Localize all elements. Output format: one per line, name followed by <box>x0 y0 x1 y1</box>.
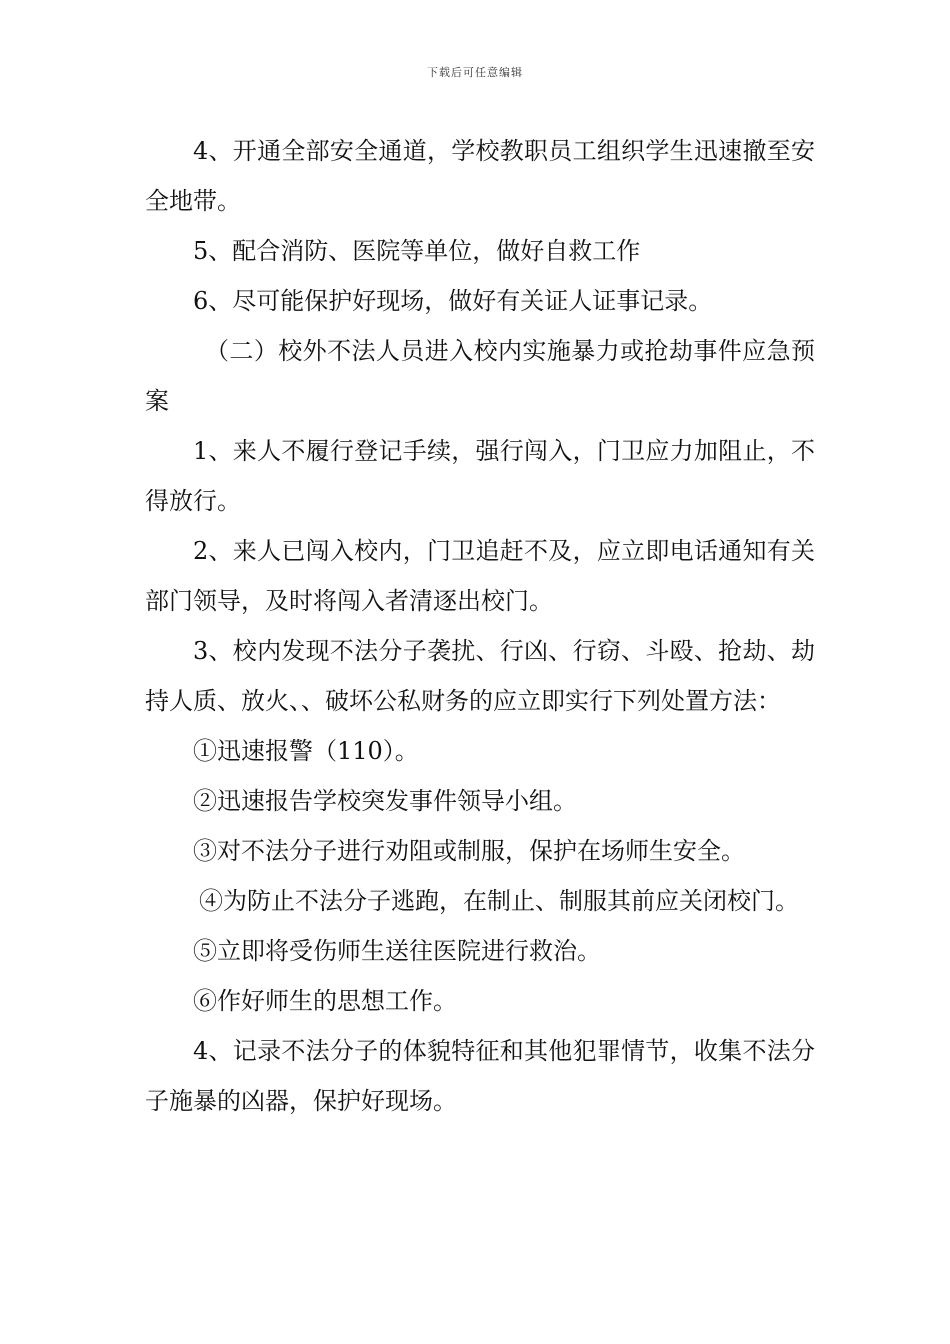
paragraph-step-6-protect-scene: 6、尽可能保护好现场，做好有关证人证事记录。 <box>193 287 713 315</box>
paragraph-step-5-cooperate: 5、配合消防、医院等单位，做好自救工作 <box>193 237 641 265</box>
list-item-6: ⑥作好师生的思想工作。 <box>193 987 457 1015</box>
document-body <box>145 126 815 1126</box>
paragraph-step-2-intruder: 2、来人已闯入校内，门卫追赶不及，应立即电话通知有关部门领导，及时将闯入者清逐出校门。 <box>145 537 815 615</box>
list-item-2: ②迅速报告学校突发事件领导小组。 <box>193 787 577 815</box>
paragraph-step-1-intruder: 1、来人不履行登记手续，强行闯入，门卫应力加阻止，不得放行。 <box>145 437 815 515</box>
list-item-4: ④为防止不法分子逃跑，在制止、制服其前应关闭校门。 <box>199 887 799 915</box>
list-item-3: ③对不法分子进行劝阻或制服，保护在场师生安全。 <box>193 837 745 865</box>
list-item-1: ①迅速报警（110）。 <box>193 737 419 765</box>
list-item-5: ⑤立即将受伤师生送往医院进行救治。 <box>193 937 601 965</box>
paragraph-step-3-measures: 3、校内发现不法分子袭扰、行凶、行窃、斗殴、抢劫、劫持人质、放火、、破坏公私财务的应立即实行下列处置方法： <box>145 637 815 715</box>
section-heading-2: （二）校外不法人员进入校内实施暴力或抢劫事件应急预案 <box>145 337 815 415</box>
paragraph-step-4-evacuate: 4、开通全部安全通道，学校教职员工组织学生迅速撤至安全地带。 <box>145 137 815 215</box>
paragraph-step-4-record: 4、记录不法分子的体貌特征和其他犯罪情节，收集不法分子施暴的凶器，保护好现场。 <box>145 1037 815 1115</box>
page-header: 下载后可任意编辑 <box>427 66 523 79</box>
